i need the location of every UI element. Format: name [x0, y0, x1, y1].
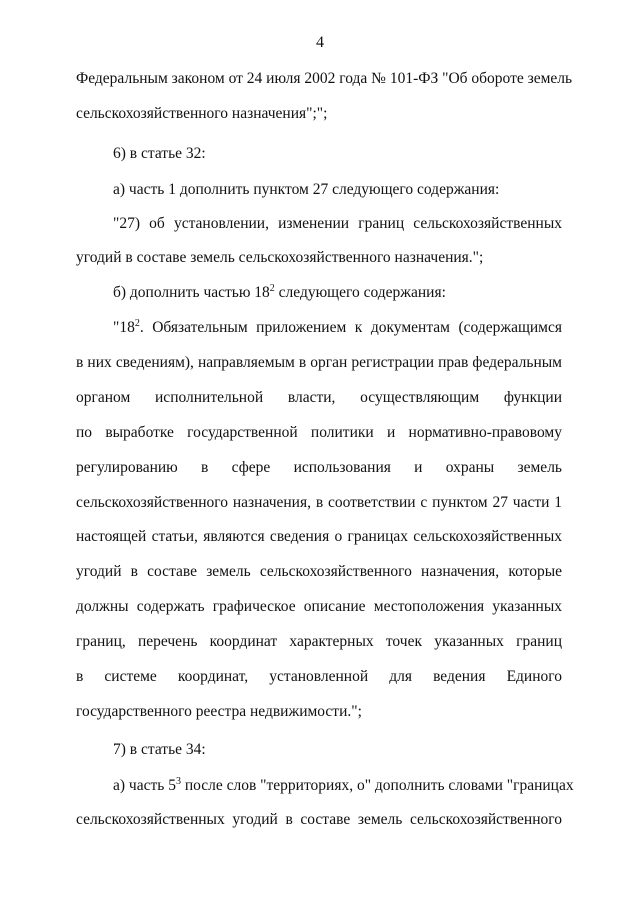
text-span: должны содержать графическое описание местоположения указанных — [76, 598, 562, 615]
text-span: "18 — [113, 319, 135, 336]
text-span: угодий в составе земель сельскохозяйственного назначения."; — [76, 249, 484, 266]
text-line — [76, 423, 562, 443]
text-span: сельскохозяйственного назначения, в соответствии с пунктом 27 части 1 — [76, 494, 562, 511]
text-line — [76, 353, 562, 373]
text-line — [76, 810, 562, 830]
text-line — [113, 318, 562, 338]
superscript: 2 — [269, 282, 275, 294]
text-span: границ, перечень координат характерных точек указанных границ — [76, 633, 562, 650]
text-span: в них сведениям), направляемым в орган регистрации прав федеральным — [76, 354, 562, 371]
text-span: а) часть 1 дополнить пунктом 27 следующего содержания: — [113, 181, 500, 198]
text-line — [76, 597, 562, 617]
text-span: настоящей статьи, являются сведения о границах сельскохозяйственных — [76, 528, 562, 545]
text-line — [113, 214, 562, 234]
superscript: 2 — [134, 317, 140, 329]
text-span: сельскохозяйственных угодий в составе земель сельскохозяйственного — [76, 811, 562, 828]
text-span: а) часть 5 — [113, 777, 176, 794]
text-span: после слов "территориях, о" дополнить словами "границах — [180, 777, 574, 794]
text-line — [113, 144, 562, 164]
text-line — [76, 493, 562, 513]
text-line — [76, 702, 562, 722]
text-line — [76, 632, 562, 652]
text-span: б) дополнить частью 18 — [113, 284, 270, 301]
text-line — [76, 458, 562, 478]
text-line — [113, 283, 562, 303]
text-span: Федеральным законом от 24 июля 2002 года № 101-ФЗ "Об обороте земель — [76, 70, 573, 87]
text-span: 7) в статье 34: — [113, 741, 206, 758]
text-line — [76, 248, 562, 268]
text-line — [76, 562, 562, 582]
text-span: государственного реестра недвижимости."; — [76, 703, 362, 720]
text-span: 6) в статье 32: — [113, 145, 206, 162]
text-span: угодий в составе земель сельскохозяйственного назначения, которые — [76, 563, 562, 580]
text-line — [76, 667, 562, 687]
text-line — [76, 388, 562, 408]
text-span: "27) об установлении, изменении границ сельскохозяйственных — [113, 215, 562, 232]
text-span: сельскохозяйственного назначения";"; — [76, 105, 328, 122]
text-line — [113, 740, 562, 760]
text-span: в системе координат, установленной для ведения Единого — [76, 668, 562, 685]
text-span: следующего содержания: — [274, 284, 446, 301]
text-span: органом исполнительной власти, осуществляющим функции — [76, 389, 562, 406]
superscript: 3 — [175, 775, 181, 787]
text-line — [76, 527, 562, 547]
text-span: регулированию в сфере использования и охраны земель — [76, 459, 562, 476]
text-span: . Обязательным приложением к документам (содержащимся — [139, 319, 562, 336]
text-line — [113, 180, 562, 200]
text-line — [76, 104, 562, 124]
text-line — [113, 775, 574, 796]
page-number: 4 — [316, 34, 324, 51]
text-line — [76, 69, 573, 89]
text-span: по выработке государственной политики и нормативно-правовому — [76, 424, 562, 441]
